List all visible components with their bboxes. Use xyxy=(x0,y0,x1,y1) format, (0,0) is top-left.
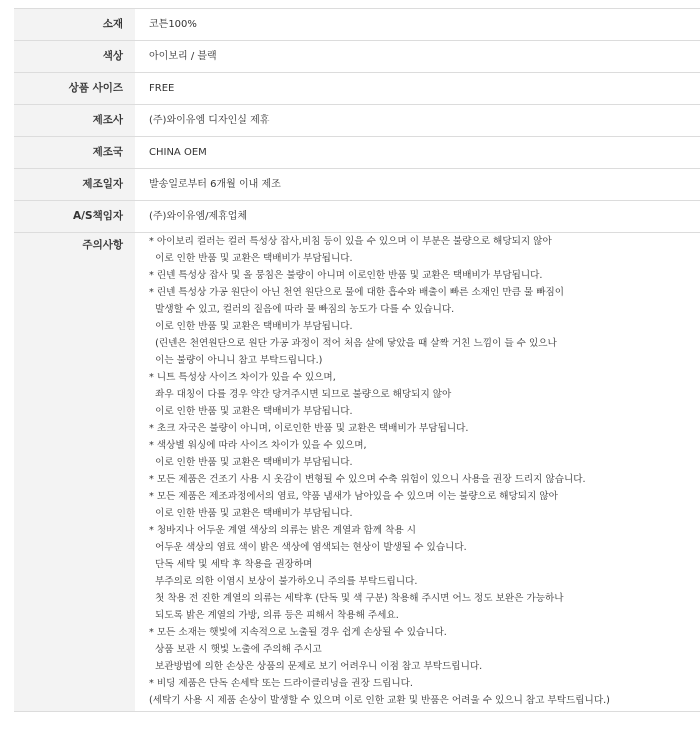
spec-label: 소재 xyxy=(14,9,135,41)
spec-label: A/S책임자 xyxy=(14,201,135,233)
precaution-line: 이로 인한 반품 및 교환은 택배비가 부담됩니다. xyxy=(149,321,353,332)
precaution-line: * 청바지나 어두운 계열 색상의 의류는 밝은 계열과 함께 착용 시 xyxy=(149,525,416,536)
precaution-line: 이로 인한 반품 및 교환은 택배비가 부담됩니다. xyxy=(149,406,353,417)
precaution-line: * 니트 특성상 사이즈 차이가 있을 수 있으며, xyxy=(149,372,336,383)
precautions-label: 주의사항 xyxy=(14,233,135,712)
spec-label: 제조일자 xyxy=(14,169,135,201)
precaution-line: 발생할 수 있고, 컬러의 짙음에 따라 물 빠짐의 농도가 다를 수 있습니다. xyxy=(149,304,455,315)
precaution-line: 어두운 색상의 염료 색이 밝은 색상에 염색되는 현상이 발생될 수 있습니다. xyxy=(149,542,467,553)
spec-row-size xyxy=(14,73,700,105)
precaution-line: * 아이보리 컬러는 컬러 특성상 잡사,비침 등이 있을 수 있으며 이 부분은 불량으로 해당되지 않아 xyxy=(149,236,552,247)
precaution-line: 이는 불량이 아니니 참고 부탁드립니다.) xyxy=(149,355,323,366)
precaution-line: * 비딩 제품은 단독 손세탁 또는 드라이클리닝을 권장 드립니다. xyxy=(149,678,413,689)
spec-value: 코튼100% xyxy=(135,9,700,41)
spec-row-manufacturer xyxy=(14,105,700,137)
spec-row-precautions xyxy=(14,233,700,712)
spec-row-color xyxy=(14,41,700,73)
precaution-line: 되도록 밝은 계열의 가방, 의류 등은 피해서 착용해 주세요. xyxy=(149,610,399,621)
precaution-line: * 모든 제품은 건조기 사용 시 옷감이 변형될 수 있으며 수축 위험이 있으니 사용을 권장 드리지 않습니다. xyxy=(149,474,586,485)
spec-row-as-manager xyxy=(14,201,700,233)
precaution-line: * 모든 제품은 제조과정에서의 염료, 약품 냄새가 남아있을 수 있으며 이는 불량으로 해당되지 않아 xyxy=(149,491,558,502)
precaution-line: * 색상별 워싱에 따라 사이즈 차이가 있을 수 있으며, xyxy=(149,440,367,451)
precaution-line: 상품 보관 시 햇빛 노출에 주의해 주시고 xyxy=(149,644,322,655)
precautions-value xyxy=(135,233,700,712)
spec-label: 제조사 xyxy=(14,105,135,137)
spec-value: 발송일로부터 6개월 이내 제조 xyxy=(135,169,700,201)
precaution-line: * 초크 자국은 불량이 아니며, 이로인한 반품 및 교환은 택배비가 부담됩니다. xyxy=(149,423,469,434)
spec-label: 색상 xyxy=(14,41,135,73)
precaution-line: (린넨은 천연원단으로 원단 가공 과정이 적어 처음 살에 닿았을 때 살짝 거친 느낌이 들 수 있으나 xyxy=(149,338,557,349)
precaution-line: 이로 인한 반품 및 교환은 택배비가 부담됩니다. xyxy=(149,508,353,519)
spec-value: 아이보리 / 블랙 xyxy=(135,41,700,73)
spec-row-manufacture-date xyxy=(14,169,700,201)
precaution-line: 좌우 대칭이 다를 경우 약간 당겨주시면 되므로 불량으로 해당되지 않아 xyxy=(149,389,452,400)
spec-row-material xyxy=(14,9,700,41)
precaution-line: 이로 인한 반품 및 교환은 택배비가 부담됩니다. xyxy=(149,253,353,264)
spec-value: (주)와이유엠 디자인실 제휴 xyxy=(135,105,700,137)
spec-label: 상품 사이즈 xyxy=(14,73,135,105)
precaution-line: 첫 착용 전 진한 계열의 의류는 세탁후 (단독 및 색 구분) 착용해 주시면 어느 정도 보완은 가능하나 xyxy=(149,593,564,604)
precaution-line: 보관방법에 의한 손상은 상품의 문제로 보기 어려우니 이점 참고 부탁드립니다. xyxy=(149,661,483,672)
precautions-list xyxy=(149,233,700,709)
spec-value: FREE xyxy=(135,73,700,105)
precaution-line: 부주의로 의한 이염시 보상이 불가하오니 주의를 부탁드립니다. xyxy=(149,576,418,587)
spec-value: (주)와이유엠/제휴업체 xyxy=(135,201,700,233)
precaution-line: * 린넨 특성상 잡사 및 올 뭉침은 불량이 아니며 이로인한 반품 및 교환은 택배비가 부담됩니다. xyxy=(149,270,543,281)
product-info-body xyxy=(14,9,700,712)
spec-label: 제조국 xyxy=(14,137,135,169)
precaution-line: (세탁기 사용 시 제품 손상이 발생할 수 있으며 이로 인한 교환 및 반품은 어려울 수 있으니 참고 부탁드립니다.) xyxy=(149,695,610,706)
spec-value: CHINA OEM xyxy=(135,137,700,169)
precaution-line: * 모든 소재는 햇빛에 지속적으로 노출될 경우 쉽게 손상될 수 있습니다. xyxy=(149,627,447,638)
precaution-line: 단독 세탁 및 세탁 후 착용을 권장하며 xyxy=(149,559,313,570)
spec-row-country xyxy=(14,137,700,169)
precaution-line: 이로 인한 반품 및 교환은 택배비가 부담됩니다. xyxy=(149,457,353,468)
product-info-table xyxy=(14,8,700,712)
precaution-line: * 린넨 특성상 가공 원단이 아닌 천연 원단으로 물에 대한 흡수와 배출이 빠른 소재인 만큼 물 빠짐이 xyxy=(149,287,565,298)
